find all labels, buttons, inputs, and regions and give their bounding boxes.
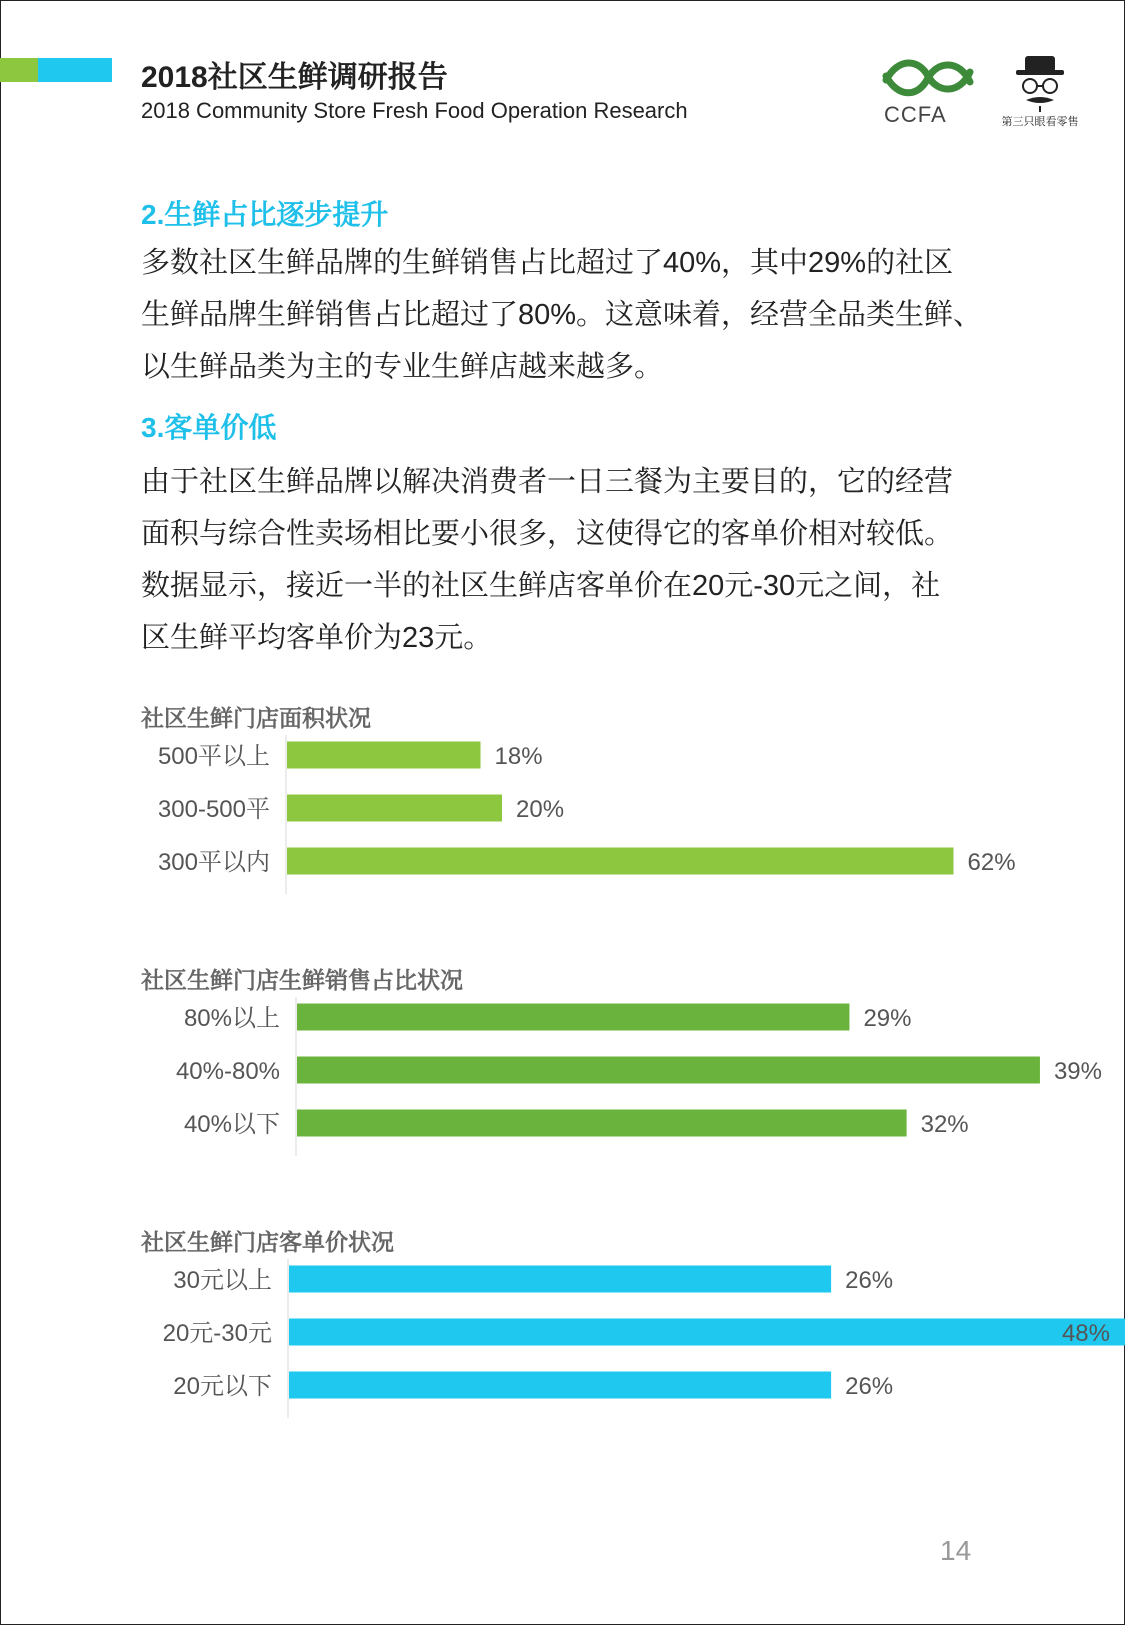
- category-label: 300-500平: [157, 796, 270, 823]
- header-accent-cyan: [38, 58, 112, 82]
- category-label: 300平以内: [157, 849, 270, 876]
- bar-2: [289, 1372, 831, 1399]
- bar-0: [287, 742, 481, 769]
- data-label: 29%: [863, 1005, 912, 1032]
- category-label: 20元以下: [173, 1373, 272, 1400]
- bar-2: [297, 1110, 907, 1137]
- bar-1: [289, 1319, 1125, 1346]
- bar-0: [297, 1004, 849, 1031]
- chart-store-area: [0, 735, 1125, 895]
- category-label: 40%-80%: [175, 1058, 280, 1085]
- report-title: 2018社区生鲜调研报告: [141, 61, 448, 94]
- paragraph-line: 区生鲜平均客单价为23元。: [141, 622, 493, 654]
- paragraph-line: 以生鲜品类为主的专业生鲜店越来越多。: [141, 351, 664, 383]
- eye-logo-text: 第三只眼看零售: [1001, 116, 1079, 128]
- bar-2: [287, 848, 954, 875]
- data-label: 20%: [516, 796, 565, 823]
- paragraph-low-ticket: [141, 456, 991, 664]
- data-label: 26%: [845, 1267, 894, 1294]
- bar-1: [287, 795, 502, 822]
- data-label: 18%: [494, 743, 543, 770]
- chart-title-store-area: 社区生鲜门店面积状况: [141, 705, 371, 731]
- paragraph-line: 面积与综合性卖场相比要小很多，这使得它的客单价相对较低。: [141, 518, 954, 550]
- category-label: 80%以上: [183, 1005, 280, 1032]
- data-label: 62%: [967, 849, 1016, 876]
- paragraph-fresh-share: [141, 237, 991, 393]
- bar-1: [297, 1057, 1040, 1084]
- chart-title-ticket-price: 社区生鲜门店客单价状况: [141, 1229, 394, 1255]
- bar-0: [289, 1266, 831, 1293]
- paragraph-line: 数据显示，接近一半的社区生鲜店客单价在20元-30元之间，社: [141, 570, 941, 602]
- data-label: 32%: [920, 1111, 969, 1138]
- chart-fresh-sales-share: [0, 997, 1125, 1157]
- paragraph-line: 由于社区生鲜品牌以解决消费者一日三餐为主要目的，它的经营: [141, 466, 954, 498]
- chart-title-fresh-sales-share: 社区生鲜门店生鲜销售占比状况: [141, 967, 463, 993]
- ccfa-logo-text: CCFA: [884, 102, 947, 127]
- paragraph-line: 生鲜品牌生鲜销售占比超过了80%。这意味着，经营全品类生鲜、: [141, 299, 983, 331]
- category-label: 500平以上: [157, 743, 270, 770]
- category-label: 30元以上: [173, 1267, 272, 1294]
- header-accent-green: [0, 58, 38, 82]
- data-label: 26%: [845, 1373, 894, 1400]
- chart-ticket-price: [0, 1259, 1125, 1419]
- category-label: 20元-30元: [162, 1320, 272, 1347]
- data-label: 48%: [1061, 1320, 1110, 1347]
- data-label: 39%: [1053, 1058, 1102, 1085]
- ccfa-logo: [878, 50, 978, 130]
- paragraph-line: 多数社区生鲜品牌的生鲜销售占比超过了40%，其中29%的社区: [141, 247, 954, 279]
- report-subtitle: 2018 Community Store Fresh Food Operation Research: [141, 98, 688, 123]
- section-heading-low-ticket: 3.客单价低: [141, 412, 277, 443]
- category-label: 40%以下: [183, 1111, 280, 1138]
- page-number: 14: [940, 1535, 972, 1566]
- section-heading-fresh-share: 2.生鲜占比逐步提升: [141, 199, 389, 230]
